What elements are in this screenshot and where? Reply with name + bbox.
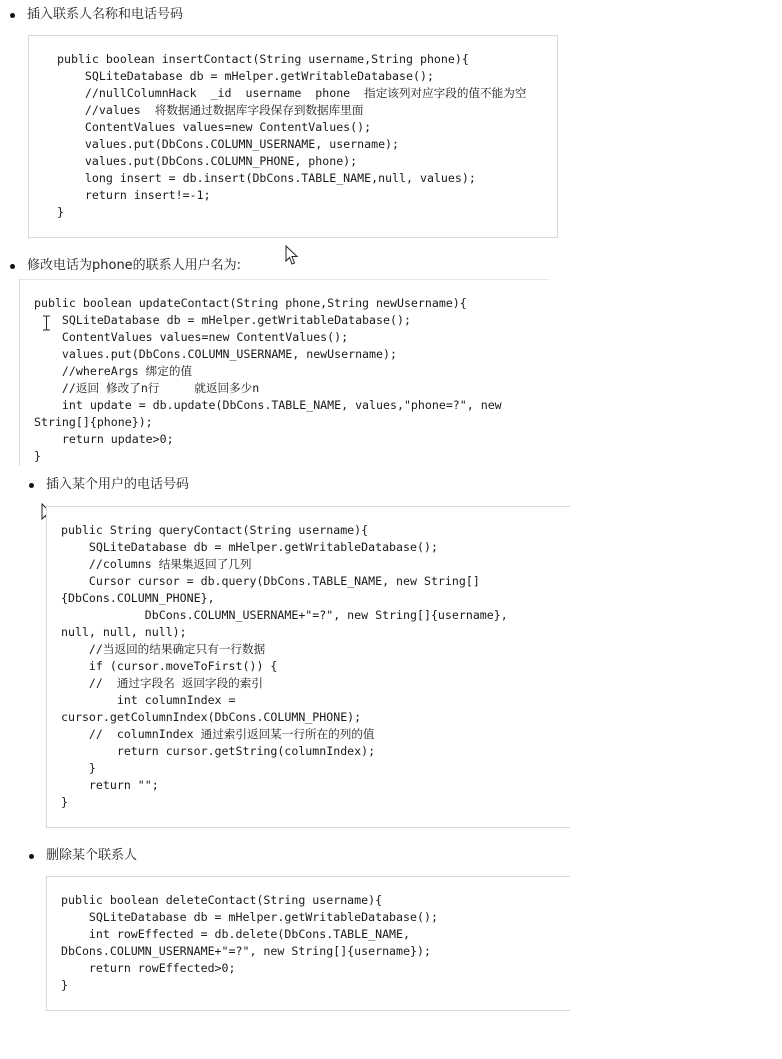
code-text: public boolean updateContact(String phone,String newUsername){ SQLiteDatabase db = mHelper.getWritableDatabase(); ContentValues values=new ContentValues(); values.put(DbCons.COLUMN_USERNAME, newUsername); //whereArgs 绑定的值 //返回 修改了n行 就返回多少n int update = db.update(DbCons.TABLE_NAME, values,"phone=?", new String[]{phone}); return update>0; } [34, 296, 502, 463]
bullet-dot [10, 264, 15, 269]
text-cursor-icon [42, 315, 51, 331]
section-heading-delete-contact [46, 848, 137, 864]
code-block-delete-contact [46, 876, 570, 1011]
code-text: public boolean insertContact(String username,String phone){ SQLiteDatabase db = mHelper.getWritableDatabase(); //nullColumnHack _id username phone 指定该列对应字段的值不能为空 //values 将数据通过数据库字段保存到数据库里面 ContentValues values=new ContentValues(); values.put(DbCons.COLUMN_USERNAME, username); values.put(DbCons.COLUMN_PHONE, phone); long insert = db.insert(DbCons.TABLE_NAME,null, values); return insert!=-1; } [57, 52, 527, 219]
code-text: public String queryContact(String username){ SQLiteDatabase db = mHelper.getWritableDatabase(); //columns 结果集返回了几列 Cursor cursor = db.query(DbCons.TABLE_NAME, new String[] {DbCons.COLUMN_PHONE}, DbCons.COLUMN_USERNAME+"=?", new String[]{username}, null, null, null); //当返回的结果确定只有一行数据 if (cursor.moveToFirst()) { // 通过字段名 返回字段的索引 int columnIndex = cursor.getColumnIndex(DbCons.COLUMN_PHONE); // columnIndex 通过索引返回某一行所在的列的值 return cursor.getString(columnIndex); } return ""; } [61, 523, 508, 809]
code-block-update-contact [19, 279, 549, 466]
code-block-query-contact [46, 506, 570, 828]
bullet-dot [10, 13, 15, 18]
code-block-insert-contact [28, 35, 558, 238]
section-title: 删除某个联系人 [46, 848, 138, 863]
section-heading-update-contact [27, 258, 241, 274]
bullet-dot [29, 483, 34, 488]
section-heading-query-contact [46, 477, 189, 493]
section-title: 插入联系人名称和电话号码 [27, 7, 184, 22]
section-title: 修改电话为phone的联系人用户名为: [27, 258, 242, 273]
code-text: public boolean deleteContact(String username){ SQLiteDatabase db = mHelper.getWritableDatabase(); int rowEffected = db.delete(DbCons.TABLE_NAME, DbCons.COLUMN_USERNAME+"=?", new String[]{username}); return rowEffected>0; } [61, 893, 438, 992]
bullet-dot [29, 854, 34, 859]
section-heading-insert-contact [27, 7, 183, 23]
mouse-pointer-icon [285, 245, 299, 266]
section-title: 插入某个用户的电话号码 [46, 477, 190, 492]
